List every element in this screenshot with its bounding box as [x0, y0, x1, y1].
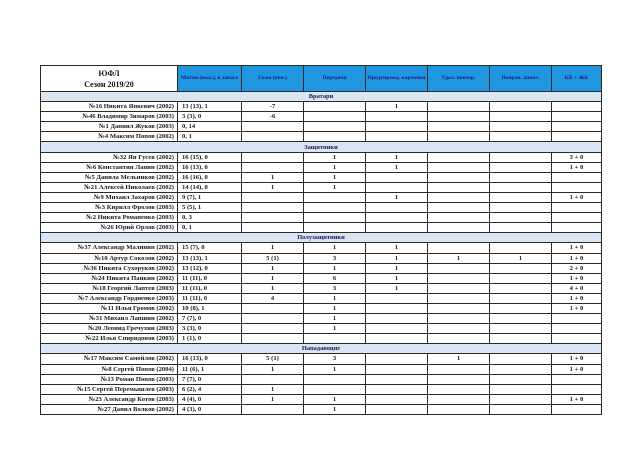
stat-cell: 1 — [242, 182, 304, 192]
stat-cell — [552, 404, 602, 414]
table-row — [41, 253, 602, 263]
stat-cell: 1 (1), 0 — [178, 334, 242, 344]
stat-cell: 3 — [304, 354, 366, 364]
stat-cell: 1 — [304, 182, 366, 192]
stat-cell — [242, 334, 304, 344]
column-header: Голы (пен.) — [242, 66, 304, 92]
stat-cell: 1 + 0 — [552, 192, 602, 202]
stat-cell — [552, 172, 602, 182]
stat-cell — [490, 162, 552, 172]
table-row — [41, 263, 602, 273]
section-row — [41, 344, 602, 354]
stat-cell — [242, 192, 304, 202]
stat-cell — [366, 354, 428, 364]
stat-cell — [428, 132, 490, 142]
stat-cell — [490, 394, 552, 404]
stat-cell: 15 (7), 0 — [178, 243, 242, 253]
stat-cell — [490, 172, 552, 182]
player-name: №21 Алексей Николаев (2002) — [41, 182, 178, 192]
stat-cell: 4 + 0 — [552, 283, 602, 293]
stat-cell — [366, 334, 428, 344]
stat-cell — [304, 203, 366, 213]
stat-cell — [304, 132, 366, 142]
stat-cell — [366, 182, 428, 192]
stat-cell — [490, 192, 552, 202]
table-row — [41, 314, 602, 324]
player-name: №27 Данил Волков (2002) — [41, 404, 178, 414]
stat-cell: 1 — [242, 394, 304, 404]
stat-cell — [490, 364, 552, 374]
stat-cell: 1 — [366, 283, 428, 293]
stat-cell: 1 — [366, 273, 428, 283]
table-row — [41, 182, 602, 192]
table-row — [41, 394, 602, 404]
stat-cell — [490, 132, 552, 142]
player-name: №13 Роман Попов (2003) — [41, 374, 178, 384]
column-header: Передачи — [304, 66, 366, 92]
stat-cell: 1 — [366, 152, 428, 162]
table-row — [41, 404, 602, 414]
player-name: №16 Никита Янкевич (2002) — [41, 102, 178, 112]
stat-cell: 1 + 0 — [552, 273, 602, 283]
stat-cell — [490, 303, 552, 313]
stat-cell: 5 (1) — [242, 354, 304, 364]
stat-cell: 1 + 0 — [552, 162, 602, 172]
stat-cell: 16 (15), 0 — [178, 152, 242, 162]
stat-cell: 1 — [366, 253, 428, 263]
player-name: №22 Илья Спиридонов (2003) — [41, 334, 178, 344]
stat-cell: 1 — [304, 394, 366, 404]
player-name: №5 Данила Мельников (2002) — [41, 172, 178, 182]
stat-cell — [552, 223, 602, 233]
column-header: Неправ. аппел. — [490, 66, 552, 92]
player-name: №7 Александр Гордиенко (2003) — [41, 293, 178, 303]
stat-cell: 3 — [304, 253, 366, 263]
player-name: №3 Кирилл Фролов (2003) — [41, 203, 178, 213]
stat-cell — [242, 213, 304, 223]
stat-cell: 13 (13), 1 — [178, 102, 242, 112]
stat-cell — [242, 404, 304, 414]
stat-cell — [428, 223, 490, 233]
stat-cell: 0, 1 — [178, 132, 242, 142]
stat-cell — [242, 132, 304, 142]
stat-cell — [242, 152, 304, 162]
stat-cell — [242, 203, 304, 213]
stat-cell — [552, 334, 602, 344]
stat-cell — [490, 324, 552, 334]
stat-cell — [366, 374, 428, 384]
stat-cell — [428, 102, 490, 112]
stat-cell — [428, 172, 490, 182]
stat-cell — [304, 192, 366, 202]
stat-cell: 1 — [366, 263, 428, 273]
table-row — [41, 102, 602, 112]
stat-cell — [242, 374, 304, 384]
stat-cell: 7 (7), 0 — [178, 374, 242, 384]
stat-cell — [490, 283, 552, 293]
table-row — [41, 213, 602, 223]
stat-cell — [552, 213, 602, 223]
stat-cell: 10 (8), 1 — [178, 303, 242, 313]
stat-cell — [428, 192, 490, 202]
stat-cell: 1 — [304, 172, 366, 182]
player-name: №24 Никита Панкин (2002) — [41, 273, 178, 283]
stat-cell — [304, 122, 366, 132]
player-name: №1 Даниил Жуков (2003) — [41, 122, 178, 132]
column-header: КК + ЖК — [552, 66, 602, 92]
player-stats-table — [40, 65, 602, 415]
stat-cell — [242, 314, 304, 324]
table-row — [41, 354, 602, 364]
stat-cell — [428, 122, 490, 132]
stat-cell — [428, 404, 490, 414]
stat-cell — [366, 314, 428, 324]
stat-cell — [552, 384, 602, 394]
stat-cell — [552, 203, 602, 213]
stat-cell: 16 (13), 0 — [178, 354, 242, 364]
stat-cell: 1 — [366, 102, 428, 112]
table-row — [41, 112, 602, 122]
table-row — [41, 132, 602, 142]
stat-cell: 1 — [304, 263, 366, 273]
stat-cell: 4 (3), 0 — [178, 404, 242, 414]
stat-cell: 1 — [304, 303, 366, 313]
player-name: №46 Владимир Зимаров (2003) — [41, 112, 178, 122]
stat-cell — [490, 122, 552, 132]
stat-cell — [552, 102, 602, 112]
stat-cell: 14 (14), 0 — [178, 182, 242, 192]
player-name: №17 Максим Самойлов (2002) — [41, 354, 178, 364]
player-name: №31 Михаил Лапшин (2002) — [41, 314, 178, 324]
section-title: Нападающие — [41, 344, 602, 354]
stat-cell — [428, 152, 490, 162]
player-name: №9 Михаил Захаров (2002) — [41, 192, 178, 202]
stat-cell: 1 — [242, 273, 304, 283]
stat-cell — [242, 303, 304, 313]
player-name: №37 Александр Малинин (2002) — [41, 243, 178, 253]
stat-cell: 1 — [366, 162, 428, 172]
stat-cell — [428, 203, 490, 213]
stat-cell — [366, 223, 428, 233]
stat-cell: 9 (7), 1 — [178, 192, 242, 202]
stat-cell: 1 — [428, 253, 490, 263]
stat-cell: 1 — [304, 324, 366, 334]
table-row — [41, 172, 602, 182]
stat-cell — [490, 314, 552, 324]
stat-cell: 1 — [366, 192, 428, 202]
table-row — [41, 152, 602, 162]
stat-cell: 1 — [242, 172, 304, 182]
stat-cell — [366, 303, 428, 313]
stat-cell — [304, 334, 366, 344]
stat-cell — [366, 112, 428, 122]
stat-cell — [242, 162, 304, 172]
player-name: №11 Илья Громов (2002) — [41, 303, 178, 313]
column-header: Удал. повтор. — [428, 66, 490, 92]
stat-cell — [490, 223, 552, 233]
stat-cell — [366, 172, 428, 182]
stat-cell — [366, 213, 428, 223]
stat-cell — [490, 384, 552, 394]
table-row — [41, 324, 602, 334]
stat-cell: 1 — [304, 162, 366, 172]
stat-cell: 1 — [304, 293, 366, 303]
stat-cell — [490, 243, 552, 253]
stat-cell — [428, 394, 490, 404]
table-row — [41, 303, 602, 313]
stat-cell: 1 — [242, 364, 304, 374]
stat-cell: 1 + 0 — [552, 394, 602, 404]
stat-cell: 1 + 0 — [552, 303, 602, 313]
stat-cell — [428, 112, 490, 122]
player-name: №4 Максим Попов (2002) — [41, 132, 178, 142]
stat-cell: 1 + 0 — [552, 243, 602, 253]
stat-cell — [304, 112, 366, 122]
stat-cell: 1 — [242, 263, 304, 273]
table-row — [41, 364, 602, 374]
stat-cell: 1 — [304, 243, 366, 253]
table-row — [41, 273, 602, 283]
stat-cell — [366, 364, 428, 374]
player-name: №6 Константин Лапин (2002) — [41, 162, 178, 172]
stat-cell — [490, 273, 552, 283]
stat-cell — [552, 324, 602, 334]
player-name: №32 Ян Гусев (2002) — [41, 152, 178, 162]
table-row — [41, 122, 602, 132]
player-name: №20 Леонид Гречухин (2003) — [41, 324, 178, 334]
stat-cell: 13 (13), 1 — [178, 253, 242, 263]
stat-cell: 1 — [242, 384, 304, 394]
stat-cell — [428, 293, 490, 303]
stat-cell — [552, 132, 602, 142]
stat-cell — [428, 182, 490, 192]
stat-cell — [304, 384, 366, 394]
stat-cell: 1 + 0 — [552, 354, 602, 364]
stat-cell — [428, 314, 490, 324]
stat-cell — [490, 374, 552, 384]
table-title — [41, 66, 178, 92]
table-row — [41, 374, 602, 384]
stat-cell: 1 — [366, 243, 428, 253]
player-name: №23 Александр Котов (2003) — [41, 394, 178, 404]
stat-cell — [552, 112, 602, 122]
title-line-1: ЮФЛ — [98, 68, 120, 78]
stat-cell: 0, 1 — [178, 223, 242, 233]
stat-cell: 2 + 0 — [552, 263, 602, 273]
stat-cell: 5 (5), 1 — [178, 203, 242, 213]
stat-cell: 16 (16), 0 — [178, 172, 242, 182]
stat-cell — [552, 122, 602, 132]
stat-cell — [428, 334, 490, 344]
stat-cell: -7 — [242, 102, 304, 112]
stat-cell — [304, 213, 366, 223]
stat-cell — [552, 182, 602, 192]
stat-cell: 1 — [242, 283, 304, 293]
stat-cell — [366, 404, 428, 414]
stat-cell — [366, 122, 428, 132]
stat-cell: 13 (12), 0 — [178, 263, 242, 273]
stat-cell: 1 — [304, 314, 366, 324]
table-row — [41, 192, 602, 202]
stat-cell — [366, 324, 428, 334]
table-row — [41, 293, 602, 303]
stat-cell: 11 (11), 0 — [178, 283, 242, 293]
stat-cell — [490, 102, 552, 112]
stat-cell: -6 — [242, 112, 304, 122]
stat-cell — [490, 213, 552, 223]
stat-cell — [366, 394, 428, 404]
stat-cell — [304, 374, 366, 384]
header-row — [41, 66, 602, 92]
stat-cell — [490, 334, 552, 344]
stat-cell: 0, 14 — [178, 122, 242, 132]
stat-cell — [366, 203, 428, 213]
stat-cell — [366, 384, 428, 394]
stat-cell: 1 — [304, 404, 366, 414]
stat-cell: 11 (6), 1 — [178, 364, 242, 374]
stat-cell — [490, 152, 552, 162]
stat-cell — [428, 243, 490, 253]
stat-cell — [490, 112, 552, 122]
table-row — [41, 283, 602, 293]
table-row — [41, 334, 602, 344]
player-name: №2 Никита Романенко (2003) — [41, 213, 178, 223]
player-name: №10 Артур Соколов (2002) — [41, 253, 178, 263]
stat-cell: 1 + 0 — [552, 364, 602, 374]
stat-cell — [428, 213, 490, 223]
stat-cell — [242, 324, 304, 334]
stat-cell — [304, 223, 366, 233]
stat-cell — [552, 374, 602, 384]
stat-cell: 1 + 0 — [552, 293, 602, 303]
stat-cell: 1 — [490, 253, 552, 263]
stat-cell — [428, 263, 490, 273]
table-row — [41, 384, 602, 394]
section-row — [41, 233, 602, 243]
stat-cell: 6 — [304, 273, 366, 283]
player-name: №15 Сергей Перемышлев (2003) — [41, 384, 178, 394]
table-row — [41, 223, 602, 233]
stat-cell: 3 (3), 0 — [178, 112, 242, 122]
stat-cell: 11 (11), 0 — [178, 273, 242, 283]
stat-cell — [428, 303, 490, 313]
stat-cell — [428, 273, 490, 283]
stat-cell: 1 — [242, 243, 304, 253]
stat-cell: 5 (1) — [242, 253, 304, 263]
table-row — [41, 243, 602, 253]
stat-cell — [490, 293, 552, 303]
stat-cell — [366, 132, 428, 142]
stat-cell: 4 — [242, 293, 304, 303]
stat-cell: 1 + 0 — [552, 253, 602, 263]
stat-cell — [428, 384, 490, 394]
stat-cell — [490, 354, 552, 364]
table-row — [41, 203, 602, 213]
stat-cell — [428, 283, 490, 293]
stat-cell — [552, 314, 602, 324]
stat-cell — [490, 203, 552, 213]
column-header: Предупрежд. карточки — [366, 66, 428, 92]
stat-cell — [428, 162, 490, 172]
stat-cell — [242, 223, 304, 233]
stat-cell: 1 — [428, 354, 490, 364]
stat-cell — [304, 102, 366, 112]
stat-cell: 3 + 0 — [552, 152, 602, 162]
player-name: №26 Юрий Орлов (2003) — [41, 223, 178, 233]
title-line-2: Сезон 2019/20 — [84, 79, 134, 89]
stat-cell: 3 (3), 0 — [178, 324, 242, 334]
stat-cell — [366, 293, 428, 303]
stat-cell — [490, 263, 552, 273]
stat-cell — [428, 324, 490, 334]
stat-cell: 0, 3 — [178, 213, 242, 223]
player-name: №8 Сергей Попов (2004) — [41, 364, 178, 374]
stat-cell — [490, 404, 552, 414]
stat-cell: 3 — [304, 283, 366, 293]
column-header: Матчи (вых.), в запасе — [178, 66, 242, 92]
section-title: Вратари — [41, 92, 602, 102]
section-row — [41, 142, 602, 152]
stat-cell: 7 (7), 0 — [178, 314, 242, 324]
stat-cell: 1 — [304, 152, 366, 162]
table-row — [41, 162, 602, 172]
stats-sheet — [40, 65, 601, 415]
stat-cell: 4 (4), 0 — [178, 394, 242, 404]
stat-cell: 11 (11), 0 — [178, 293, 242, 303]
stat-cell: 6 (2), 4 — [178, 384, 242, 394]
stat-cell — [428, 364, 490, 374]
player-name: №18 Георгий Лаптев (2003) — [41, 283, 178, 293]
stat-cell — [490, 182, 552, 192]
stat-cell — [428, 374, 490, 384]
section-title: Полузащитники — [41, 233, 602, 243]
stat-cell — [242, 122, 304, 132]
section-row — [41, 92, 602, 102]
player-name: №36 Никита Сухоруков (2002) — [41, 263, 178, 273]
section-title: Защитники — [41, 142, 602, 152]
stat-cell: 1 — [304, 364, 366, 374]
stat-cell: 16 (13), 0 — [178, 162, 242, 172]
